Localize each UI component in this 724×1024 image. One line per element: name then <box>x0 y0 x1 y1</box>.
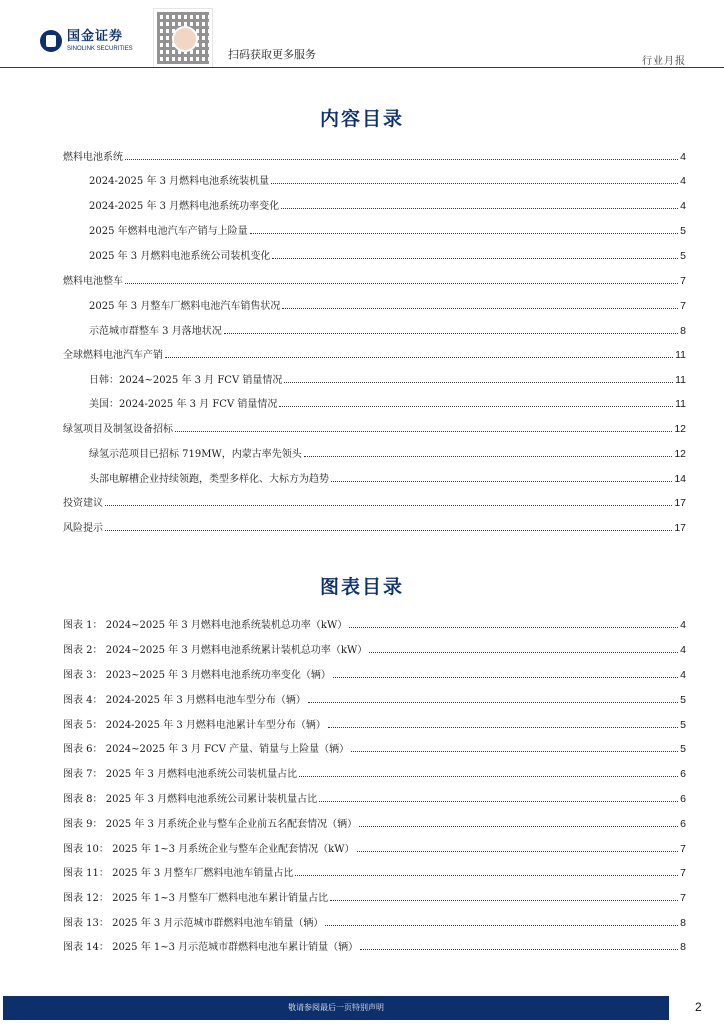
toc-item[interactable]: 2024-2025 年 3 月燃料电池系统装机量 4 <box>89 175 686 187</box>
toc-item[interactable]: 美国：2024-2025 年 3 月 FCV 销量情况 11 <box>89 398 686 410</box>
toc-title: 内容目录 <box>319 108 404 130</box>
toc-item[interactable]: 日韩：2024~2025 年 3 月 FCV 销量情况 11 <box>89 374 686 386</box>
qr-code-icon[interactable] <box>153 8 213 68</box>
figure-item[interactable]: 图表 3： 2023~2025 年 3 月燃料电池系统功率变化（辆） 4 <box>63 669 686 681</box>
figure-item[interactable]: 图表 4： 2024-2025 年 3 月燃料电池车型分布（辆） 5 <box>63 694 686 706</box>
figure-item[interactable]: 图表 12： 2025 年 1~3 月整车厂燃料电池车累计销量占比 7 <box>63 892 686 904</box>
toc-item[interactable]: 2025 年 3 月整车厂燃料电池汽车销售状况 7 <box>89 300 686 312</box>
figure-item[interactable]: 图表 11： 2025 年 3 月整车厂燃料电池车销量占比 7 <box>63 867 686 879</box>
footer-disclaimer: 敬请参阅最后一页特别声明 <box>288 1003 384 1012</box>
figure-item[interactable]: 图表 2： 2024~2025 年 3 月燃料电池系统累计装机总功率（kW） 4 <box>63 644 686 656</box>
figure-item[interactable]: 图表 5： 2024-2025 年 3 月燃料电池累计车型分布（辆） 5 <box>63 719 686 731</box>
toc-item[interactable]: 示范城市群整车 3 月落地状况 8 <box>89 325 686 337</box>
page-number: 2 <box>695 1000 702 1014</box>
company-logo <box>40 30 133 52</box>
toc-item[interactable]: 燃料电池系统 4 <box>63 151 686 163</box>
figure-item[interactable]: 图表 9： 2025 年 3 月系统企业与整车企业前五名配套情况（辆） 6 <box>63 818 686 830</box>
footer-bar <box>3 996 669 1020</box>
header-divider <box>0 67 724 68</box>
figure-item[interactable]: 图表 14： 2025 年 1~3 月示范城市群燃料电池车累计销量（辆） 8 <box>63 941 686 953</box>
figure-item[interactable]: 图表 1： 2024~2025 年 3 月燃料电池系统装机总功率（kW） 4 <box>63 619 686 631</box>
toc-item[interactable]: 2024-2025 年 3 月燃料电池系统功率变化 4 <box>89 200 686 212</box>
toc-item[interactable]: 燃料电池整车 7 <box>63 275 686 287</box>
figure-item[interactable]: 图表 13： 2025 年 3 月示范城市群燃料电池车销量（辆） 8 <box>63 917 686 929</box>
logo-name-en: SINOLINK SECURITIES <box>67 46 133 52</box>
toc-item[interactable]: 绿氢项目及制氢设备招标 12 <box>63 423 686 435</box>
figure-item[interactable]: 图表 10： 2025 年 1~3 月系统企业与整车企业配套情况（kW） 7 <box>63 843 686 855</box>
figure-item[interactable]: 图表 6： 2024~2025 年 3 月 FCV 产量、销量与上险量（辆） 5 <box>63 743 686 755</box>
logo-icon <box>40 30 62 52</box>
figure-item[interactable]: 图表 7： 2025 年 3 月燃料电池系统公司装机量占比 6 <box>63 768 686 780</box>
toc-item[interactable]: 全球燃料电池汽车产销 11 <box>63 349 686 361</box>
scan-prompt: 扫码获取更多服务 <box>228 48 316 61</box>
toc-item[interactable]: 投资建议 17 <box>63 497 686 509</box>
report-type: 行业月报 <box>642 56 686 67</box>
toc-item[interactable]: 2025 年 3 月燃料电池系统公司装机变化 5 <box>89 250 686 262</box>
figure-item[interactable]: 图表 8： 2025 年 3 月燃料电池系统公司累计装机量占比 6 <box>63 793 686 805</box>
page-header <box>0 0 724 68</box>
logo-name-cn: 国金证券 <box>67 29 124 44</box>
toc-item[interactable]: 绿氢示范项目已招标 719MW，内蒙古率先领头 12 <box>89 448 686 460</box>
toc-item[interactable]: 风险提示 17 <box>63 522 686 534</box>
toc-item[interactable]: 2025 年燃料电池汽车产销与上险量 5 <box>89 225 686 237</box>
figure-list-title: 图表目录 <box>319 576 404 598</box>
toc-item[interactable]: 头部电解槽企业持续领跑，类型多样化、大标方为趋势 14 <box>89 473 686 485</box>
